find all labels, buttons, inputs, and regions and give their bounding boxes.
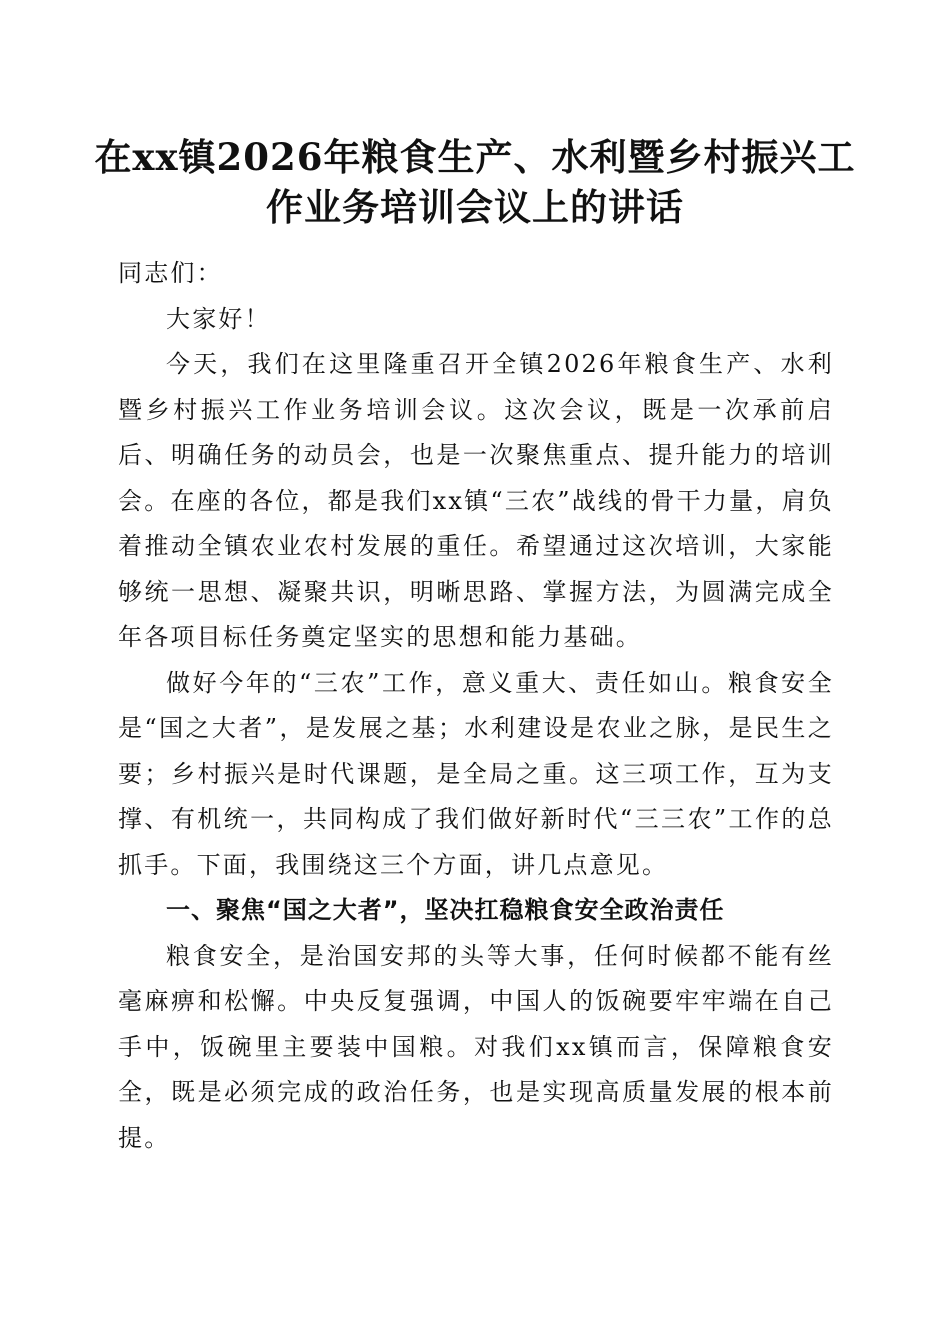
salutation: 同志们： [118, 259, 223, 287]
document-title [80, 132, 870, 232]
section-1-paragraph: 粮食安全，是治国安邦的头等大事，任何时候都不能有丝毫麻痹和松懈。中央反复强调，中国人的饭碗要牢牢端在自己手中，饭碗里主要装中国粮。对我们xx镇而言，保障粮食安全，既是必须完成的政治任务，也是实现高质量发展的根本前提。 [118, 941, 834, 1152]
paragraph-intro: 今天，我们在这里隆重召开全镇2026年粮食生产、水利暨乡村振兴工作业务培训会议。这次会议，既是一次承前启后、明确任务的动员会，也是一次聚焦重点、提升能力的培训会。在座的各位，都是我们xx镇“三农”战线的骨干力量，肩负着推动全镇农业农村发展的重任。希望通过这次培训，大家能够统一思想、凝聚共识，明晰思路、掌握方法，为圆满完成全年各项目标任务奠定坚实的思想和能力基础。 [118, 350, 834, 651]
section-heading-1: 一、聚焦“国之大者”，坚决扛稳粮食安全政治责任 [166, 896, 725, 924]
title-line-2: 作业务培训会议上的讲话 [266, 185, 684, 229]
title-line-1: 在xx镇2026年粮食生产、水利暨乡村振兴工 [94, 135, 856, 179]
greeting: 大家好！ [166, 304, 271, 333]
document-body [118, 251, 834, 1161]
paragraph-significance: 做好今年的“三农”工作，意义重大、责任如山。粮食安全是“国之大者”，是发展之基；水利建设是农业之脉，是民生之要；乡村振兴是时代课题，是全局之重。这三项工作，互为支撑、有机统一，共同构成了我们做好新时代“三三农”工作的总抓手。下面，我围绕这三个方面，讲几点意见。 [118, 668, 834, 879]
